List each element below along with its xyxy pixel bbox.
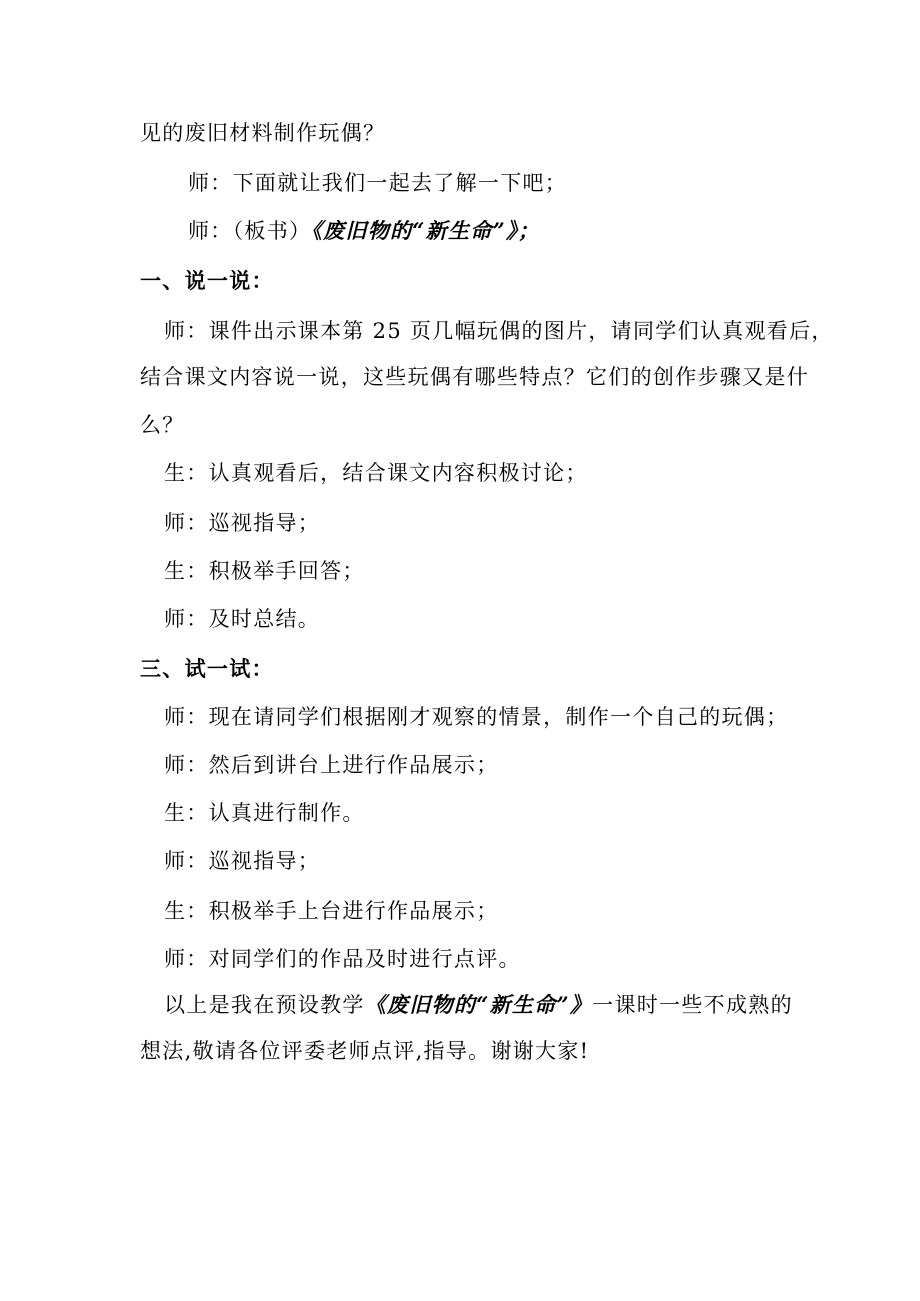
- paragraph-line: 见的废旧材料制作玩偶？: [140, 121, 386, 145]
- paragraph-line: 生：积极举手回答；: [164, 559, 365, 583]
- paragraph-line: 生：认真进行制作。: [164, 801, 365, 825]
- paragraph-line: 结合课文内容说一说，这些玩偶有哪些特点？它们的创作步骤又是什: [140, 365, 809, 389]
- speaker-note: 师：（板书）: [188, 219, 312, 243]
- paragraph-line: 想法,敬请各位评委老师点评,指导。谢谢大家!: [140, 1039, 590, 1063]
- section-heading: 三、试一试：: [140, 656, 274, 681]
- lesson-title: 《废旧物的“新生命”》: [364, 992, 593, 1017]
- paragraph-line: 么？: [140, 413, 185, 437]
- closing-text: 一课时一些不成熟的: [592, 993, 793, 1017]
- paragraph-line: [164, 990, 824, 1020]
- paragraph-line: 师：课件出示课本第 25 页几幅玩偶的图片，请同学们认真观看后，: [164, 319, 834, 343]
- section-heading: 一、说一说：: [140, 268, 274, 293]
- paragraph-line: [188, 216, 848, 246]
- closing-text: 以上是我在预设教学: [164, 993, 365, 1017]
- paragraph-line: 师：对同学们的作品及时进行点评。: [164, 947, 521, 971]
- paragraph-line: 生：积极举手上台进行作品展示；: [164, 899, 499, 923]
- paragraph-line: 师：及时总结。: [164, 607, 321, 631]
- paragraph-line: 师：下面就让我们一起去了解一下吧；: [188, 171, 568, 195]
- paragraph-line: 师：巡视指导；: [164, 511, 321, 535]
- paragraph-line: 师：现在请同学们根据刚才观察的情景，制作一个自己的玩偶；: [164, 705, 789, 729]
- paragraph-line: 师：然后到讲台上进行作品展示；: [164, 753, 499, 777]
- paragraph-line: 师：巡视指导；: [164, 849, 321, 873]
- paragraph-line: 生：认真观看后，结合课文内容积极讨论；: [164, 461, 588, 485]
- lesson-title: 《废旧物的“新生命”》；: [311, 218, 541, 243]
